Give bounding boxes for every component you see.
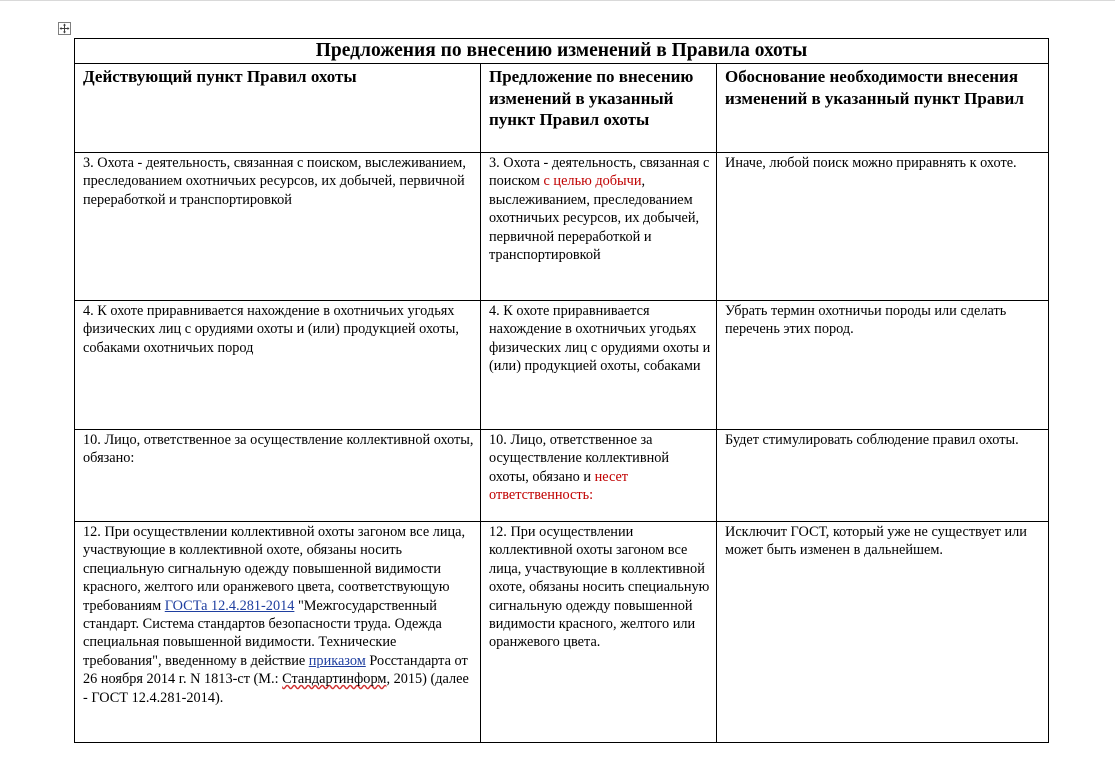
header-proposal: Предложение по внесению изменений в указанный пункт Правил охоты: [481, 64, 717, 153]
proposal-cell: [481, 522, 717, 743]
current-rule-text: 3. Охота - деятельность, связанная с поиском, выслеживанием, преследованием охотничьих ресурсов, их добычей, первичной переработкой и транспортировкой: [83, 155, 466, 208]
justification-cell: [717, 522, 1049, 743]
order-link[interactable]: приказом: [308, 652, 366, 669]
table-row: [75, 153, 1049, 301]
title-row: [75, 39, 1049, 64]
current-rule-text: Росстандарта от 26 ноября 2014 г. N 1813-ст (М.:: [83, 652, 468, 688]
proposal-text: 3. Охота - деятельность, связанная с поиском: [489, 155, 710, 190]
current-rule-cell: [75, 522, 481, 743]
current-rule-cell: [75, 153, 481, 301]
proposal-text: , выслеживанием, преследованием охотничьих ресурсов, их добычей, первичной переработкой и транспортировкой: [489, 173, 700, 264]
current-rule-text: "Межгосударственный стандарт. Система стандартов безопасности труда. Одежда специальная повышенной видимости. Технические требования", введенному в действие: [83, 597, 442, 669]
justification-cell: [717, 430, 1049, 522]
current-rule-text: 10. Лицо, ответственное за осуществление коллективной охоты, обязано:: [83, 432, 474, 467]
current-rule-text: , 2015) (далее - ГОСТ 12.4.281-2014).: [83, 671, 469, 706]
header-justification: Обоснование необходимости внесения изменений в указанный пункт Правил: [717, 64, 1049, 153]
spellcheck-marked-word[interactable]: Стандартинформ: [282, 671, 387, 688]
table-row: [75, 522, 1049, 743]
table-move-handle-icon[interactable]: [58, 22, 71, 35]
justification-text: Будет стимулировать соблюдение правил охоты.: [725, 432, 1019, 448]
justification-text: Исключит ГОСТ, который уже не существует или может быть изменен в дальнейшем.: [725, 524, 1027, 559]
current-rule-text: 4. К охоте приравнивается нахождение в охотничьих угодьях физических лиц с орудиями охоты и (или) продукцией охоты, собаками охотничьих пород: [83, 303, 459, 356]
table-row: [75, 430, 1049, 522]
proposal-cell: [481, 153, 717, 301]
proposal-text: 10. Лицо, ответственное за осуществление коллективной охоты, обязано и: [489, 432, 670, 485]
proposal-cell: [481, 430, 717, 522]
header-row: [75, 64, 1049, 153]
page-top-border: [0, 0, 1115, 1]
proposal-change-highlight: несет ответственность:: [489, 468, 629, 504]
header-current-rule: Действующий пункт Правил охоты: [75, 64, 481, 153]
table-title: Предложения по внесению изменений в Правила охоты: [75, 39, 1049, 64]
table-row: [75, 301, 1049, 430]
proposals-table: [74, 38, 1049, 743]
justification-cell: [717, 153, 1049, 301]
proposal-text: 12. При осуществлении коллективной охоты загоном все лица, участвующие в коллективной охоте, обязаны носить специальную сигнальную одежду повышенной видимости красного, желтого или оранжевого цвета.: [489, 524, 710, 651]
justification-cell: [717, 301, 1049, 430]
proposal-change-highlight: с целью добычи: [543, 173, 642, 190]
current-rule-text: 12. При осуществлении коллективной охоты загоном все лица, участвующие в коллективной охоте, обязаны носить специальную сигнальную одежду повышенной видимости красного, желтого или оранжевого цвета, соответствующую требованиям: [83, 524, 466, 614]
proposal-text: 4. К охоте приравнивается нахождение в охотничьих угодьях физических лиц с орудиями охоты и (или) продукцией охоты, собаками: [489, 303, 711, 375]
current-rule-cell: [75, 301, 481, 430]
justification-text: Иначе, любой поиск можно приравнять к охоте.: [725, 155, 1017, 171]
current-rule-cell: [75, 430, 481, 522]
proposal-cell: [481, 301, 717, 430]
justification-text: Убрать термин охотничьи породы или сделать перечень этих пород.: [725, 303, 1007, 338]
gost-link[interactable]: ГОСТа 12.4.281-2014: [164, 597, 295, 614]
